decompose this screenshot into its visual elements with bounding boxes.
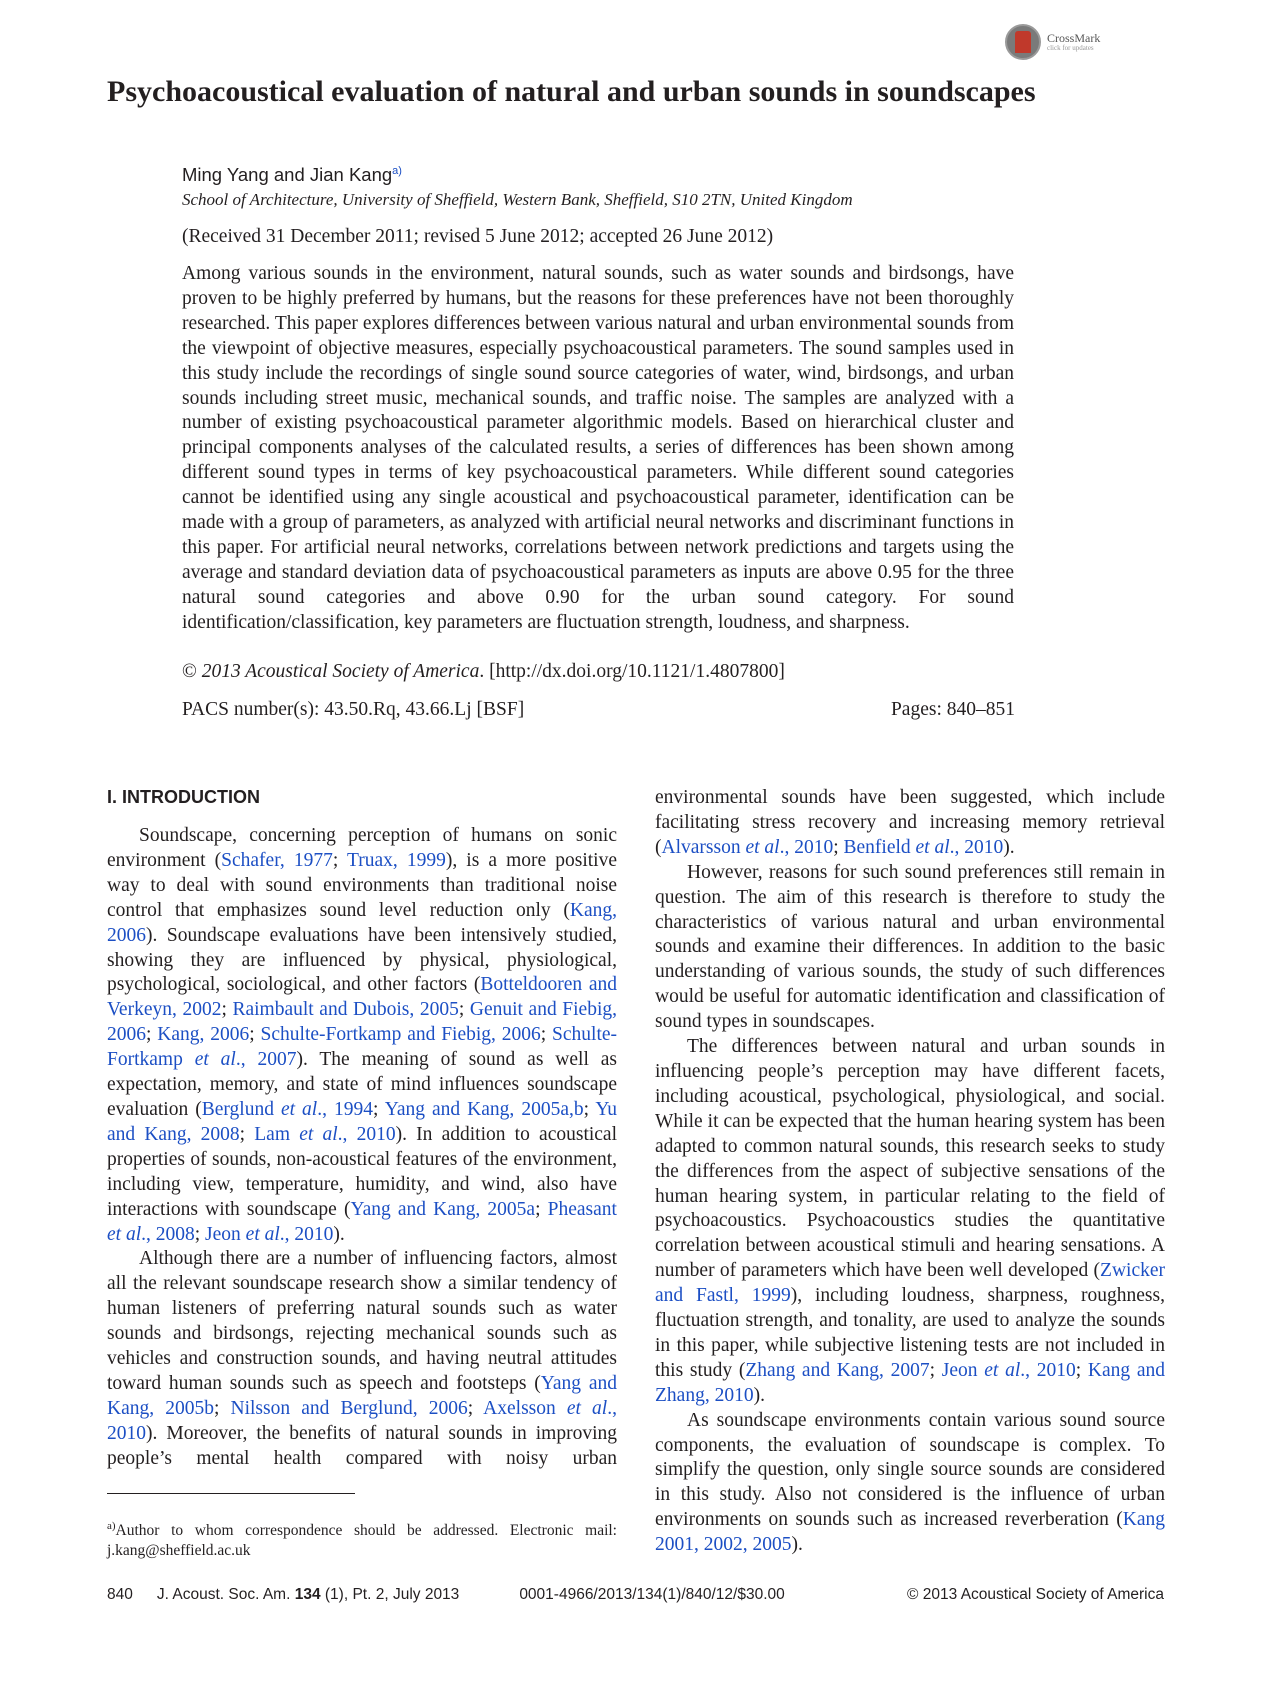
journal-volume: 134	[294, 1586, 321, 1603]
abstract-text: Among various sounds in the environment, natural sounds, such as water sounds and birdsongs, have proven to be highly preferred by humans, but the reasons for these preferences have not been thoroughly researched. This paper explores differences between various natural and urban environmental sounds from the viewpoint of objective measures, especially psychoacoustical parameters. The sound samples used in this study include the recordings of single sound source categories of water, wind, birdsongs, and urban sounds including street music, mechanical sounds, and traffic noise. The samples are analyzed with a number of existing psychoacoustical parameter algorithmic models. Based on hierarchical cluster and principal components analyses of the calculated results, a series of differences has been shown among different sound types in terms of key psychoacoustical parameters. While different sound categories cannot be identified using any single acoustical and psychoacoustical parameter, identification can be made with a group of parameters, as analyzed with artificial neural networks and discriminant functions in this paper. For artificial neural networks, correlations between network predictions and targets using the average and standard deviation data of psychoacoustical parameters as inputs are above 0.95 for the three natural sound categories and above 0.90 for the urban sound category. For sound identification/classification, key parameters are fluctuation strength, loudness, and sharpness.	[182, 263, 1014, 633]
citation-link[interactable]: Kang, 2006	[107, 899, 617, 946]
paragraph-text: ).	[1003, 836, 1015, 858]
citation-link[interactable]: Yang and Kang, 2005a,b	[384, 1098, 584, 1120]
paragraph	[107, 824, 617, 1247]
paragraph-text: ;	[146, 1024, 158, 1046]
paragraph-text: ), including loudness, sharpness, roughness, fluctuation strength, and tonality, are used to analyze the sounds in this paper, while subjective listening tests are not included in this study (	[655, 1285, 1165, 1381]
citation-link[interactable]: ., 2010	[1020, 1359, 1076, 1381]
citation-link[interactable]: et al	[194, 1049, 236, 1071]
author-names: Ming Yang and Jian Kang	[182, 164, 393, 185]
citation-link[interactable]: Jeon	[941, 1359, 985, 1381]
paragraph-text: ;	[1075, 1359, 1088, 1381]
citation-link[interactable]: Yang and Kang, 2005a	[350, 1198, 536, 1220]
citation-link[interactable]: et al	[280, 1098, 318, 1120]
paragraph-text: environmental sounds have been suggested, which include facilitating stress recovery and increasing memory retrieval (	[655, 787, 1165, 858]
paragraph-text: ).	[333, 1223, 345, 1245]
crossmark-sublabel: click for updates	[1047, 44, 1094, 52]
paragraph-text: The differences between natural and urban sounds in influencing people’s perception may have different facets, including acoustical, psychological, physiological, and social. While it can be expected that the human hearing system has been adapted to common natural sounds, this research seeks to study the differences from the aspect of subjective sensations of the human hearing system, in particular relating to the field of psychoacoustics. Psychoacoustics studies the quantitative correlation between acoustical stimuli and hearing sensations. A number of parameters which have been well developed (	[655, 1036, 1165, 1282]
paragraph-text: Although there are a number of influencing factors, almost all the relevant soundscape research show a similar tendency of human listeners of preferring natural sounds such as water sounds and birdsongs, rejecting mechanical sounds such as vehicles and construction sounds, and having neutral attitudes toward human sounds such as speech and footsteps (	[107, 1248, 617, 1394]
citation-link[interactable]: et al	[915, 836, 950, 858]
footnote-mark: a)	[107, 1520, 116, 1532]
paragraph	[655, 1409, 1165, 1558]
page-range: Pages: 840–851	[890, 699, 1015, 720]
paragraph-text: ;	[249, 1024, 261, 1046]
paragraph	[655, 861, 1165, 1035]
citation-link[interactable]: et al	[984, 1359, 1021, 1381]
paragraph	[107, 1247, 617, 1471]
citation-link[interactable]: Kang, 2006	[157, 1024, 250, 1046]
citation-link[interactable]: Nilsson and Berglund, 2006	[230, 1397, 468, 1419]
citation-link[interactable]: ., 2010	[279, 1223, 334, 1245]
citation-link[interactable]: Jeon	[205, 1223, 246, 1245]
paragraph-text: ;	[540, 1024, 553, 1046]
paragraph-text: ). Soundscape evaluations have been intensively studied, showing they are influenced by physical, physiological, psychological, sociological, and other factors (	[107, 924, 617, 996]
journal-name: J. Acoust. Soc. Am.	[156, 1586, 295, 1603]
citation-link[interactable]: Alvarsson	[661, 836, 746, 858]
citation-link[interactable]: ., 1994	[317, 1098, 373, 1120]
paragraph-text: ;	[535, 1198, 548, 1220]
citation-link[interactable]: Truax, 1999	[347, 849, 446, 871]
citation-link[interactable]: et al	[566, 1397, 608, 1419]
affiliation: School of Architecture, University of Sheffield, Western Bank, Sheffield, S10 2TN, United Kingdom	[182, 190, 853, 209]
citation-link[interactable]: Botteldooren and Verkeyn, 2002	[107, 974, 617, 1021]
page-number: 840	[107, 1586, 133, 1603]
paragraph-text: ), is a more positive way to deal with sound environments than traditional noise control that emphasizes sound level reduction only (	[107, 849, 617, 921]
paragraph-text: ). In addition to acoustical properties of sounds, non-acoustical features of the environment, including view, temperature, humidity, and wind, also have interactions with soundscape (	[107, 1123, 618, 1220]
paragraph-text: As soundscape environments contain various sound source components, the evaluation of soundscape is complex. To simplify the question, only single source sounds are considered in this study. Also not considered is the influence of urban environments on sounds such as increased reverberation (	[655, 1409, 1165, 1531]
citation-link[interactable]: Genuit and Fiebig, 2006	[107, 999, 617, 1046]
footnote	[107, 1516, 617, 1561]
paragraph-text: ;	[833, 836, 844, 858]
right-column	[655, 786, 1165, 1558]
footnote-divider	[107, 1493, 355, 1494]
citation-link[interactable]: ., 2008	[141, 1223, 195, 1245]
citation-link[interactable]: Schafer, 1977	[221, 849, 333, 871]
citation-link[interactable]: Kang and Zhang, 2010	[655, 1359, 1165, 1406]
citation-link[interactable]: Benfield	[843, 836, 916, 858]
paragraph-text: However, reasons for such sound preferences still remain in question. The aim of this research is therefore to study the characteristics of various natural and urban environmental sounds and examine their differences. In addition to the basic understanding of various sounds, the study of such differences would be useful for automatic identification and classification of sound types in soundscapes.	[655, 861, 1165, 1033]
citation-link[interactable]: ., 2010	[337, 1123, 396, 1145]
pacs-numbers: PACS number(s): 43.50.Rq, 43.66.Lj [BSF]	[182, 699, 525, 720]
paragraph-text: ). The meaning of sound as well as expectation, memory, and state of mind influences soundscape evaluation (	[107, 1049, 618, 1120]
abstract	[182, 262, 1014, 636]
article-code: 0001-4966/2013/134(1)/840/12/$30.00	[519, 1586, 785, 1603]
paragraph	[655, 786, 1165, 861]
crossmark-label: CrossMark	[1047, 31, 1101, 45]
paragraph-text: ;	[583, 1098, 596, 1120]
citation-link[interactable]: Zwicker and Fastl, 1999	[655, 1260, 1165, 1307]
citation-link[interactable]: et al	[245, 1223, 280, 1245]
citation-link[interactable]: Yang and Kang, 2005b	[107, 1372, 617, 1419]
footer-copyright: © 2013 Acoustical Society of America	[907, 1586, 1164, 1603]
journal-issue: (1), Pt. 2, July 2013	[320, 1586, 460, 1603]
authors	[182, 164, 402, 186]
citation-link[interactable]: ., 2010	[107, 1397, 617, 1444]
paragraph-text: ;	[221, 999, 233, 1021]
citation-link[interactable]: Berglund	[201, 1098, 281, 1120]
citation-link[interactable]: Kang 2001, 2002, 2005	[655, 1509, 1165, 1556]
author-footnote-mark[interactable]: a)	[392, 164, 402, 177]
paragraph-text: ;	[332, 849, 348, 871]
citation-link[interactable]: Raimbault and Dubois, 2005	[232, 999, 459, 1021]
paragraph-text: ;	[373, 1098, 385, 1120]
citation-link[interactable]: ., 2007	[235, 1049, 297, 1071]
section-heading: I. INTRODUCTION	[107, 787, 260, 807]
paragraph-text: ).	[753, 1384, 765, 1406]
citation-link[interactable]: Pheasant	[547, 1198, 617, 1220]
citation-link[interactable]: Zhang and Kang, 2007	[745, 1359, 930, 1381]
copyright-holder: 2013 Acoustical Society of America	[201, 661, 480, 682]
citation-link[interactable]: ., 2010	[949, 836, 1004, 858]
citation-link[interactable]: ., 2010	[779, 836, 834, 858]
citation-link[interactable]: Schulte-Fortkamp	[107, 1024, 618, 1071]
received-dates: (Received 31 December 2011; revised 5 June 2012; accepted 26 June 2012)	[182, 226, 774, 247]
citation-link[interactable]: et al	[745, 836, 780, 858]
left-column	[107, 824, 617, 1472]
paragraph-text: ;	[239, 1123, 255, 1145]
citation-link[interactable]: Yu and Kang, 2008	[107, 1098, 617, 1145]
paragraph-text: ;	[194, 1223, 206, 1245]
copyright-symbol: ©	[182, 661, 202, 682]
crossmark-icon	[1005, 24, 1041, 60]
paragraph-text: ;	[929, 1359, 942, 1381]
paragraph	[655, 1035, 1165, 1409]
citation-link[interactable]: et al	[299, 1123, 338, 1145]
citation-link[interactable]: Axelsson	[483, 1397, 567, 1419]
paragraph-text: ;	[458, 999, 470, 1021]
paragraph-text: ;	[213, 1397, 231, 1419]
paragraph-text: ). Moreover, the benefits of natural sounds in improving people’s mental health compared with noisy urban	[107, 1422, 617, 1469]
paragraph-text: ;	[467, 1397, 484, 1419]
citation-link[interactable]: Schulte-Fortkamp and Fiebig, 2006	[260, 1024, 541, 1046]
doi[interactable]: . [http://dx.doi.org/10.1121/1.4807800]	[479, 661, 785, 682]
page-footer	[107, 1586, 1164, 1604]
citation-link[interactable]: Lam	[254, 1123, 300, 1145]
paragraph-text: Soundscape, concerning perception of humans on sonic environment (	[107, 825, 617, 871]
paper-title: Psychoacoustical evaluation of natural and urban sounds in soundscapes	[107, 75, 1036, 108]
footnote-text: Author to whom correspondence should be addressed. Electronic mail: j.kang@sheffield.ac.uk	[107, 1522, 617, 1560]
copyright-line	[182, 661, 785, 683]
crossmark-badge[interactable]	[1005, 22, 1125, 62]
citation-link[interactable]: et al	[107, 1223, 142, 1245]
paragraph-text: ).	[791, 1534, 803, 1556]
